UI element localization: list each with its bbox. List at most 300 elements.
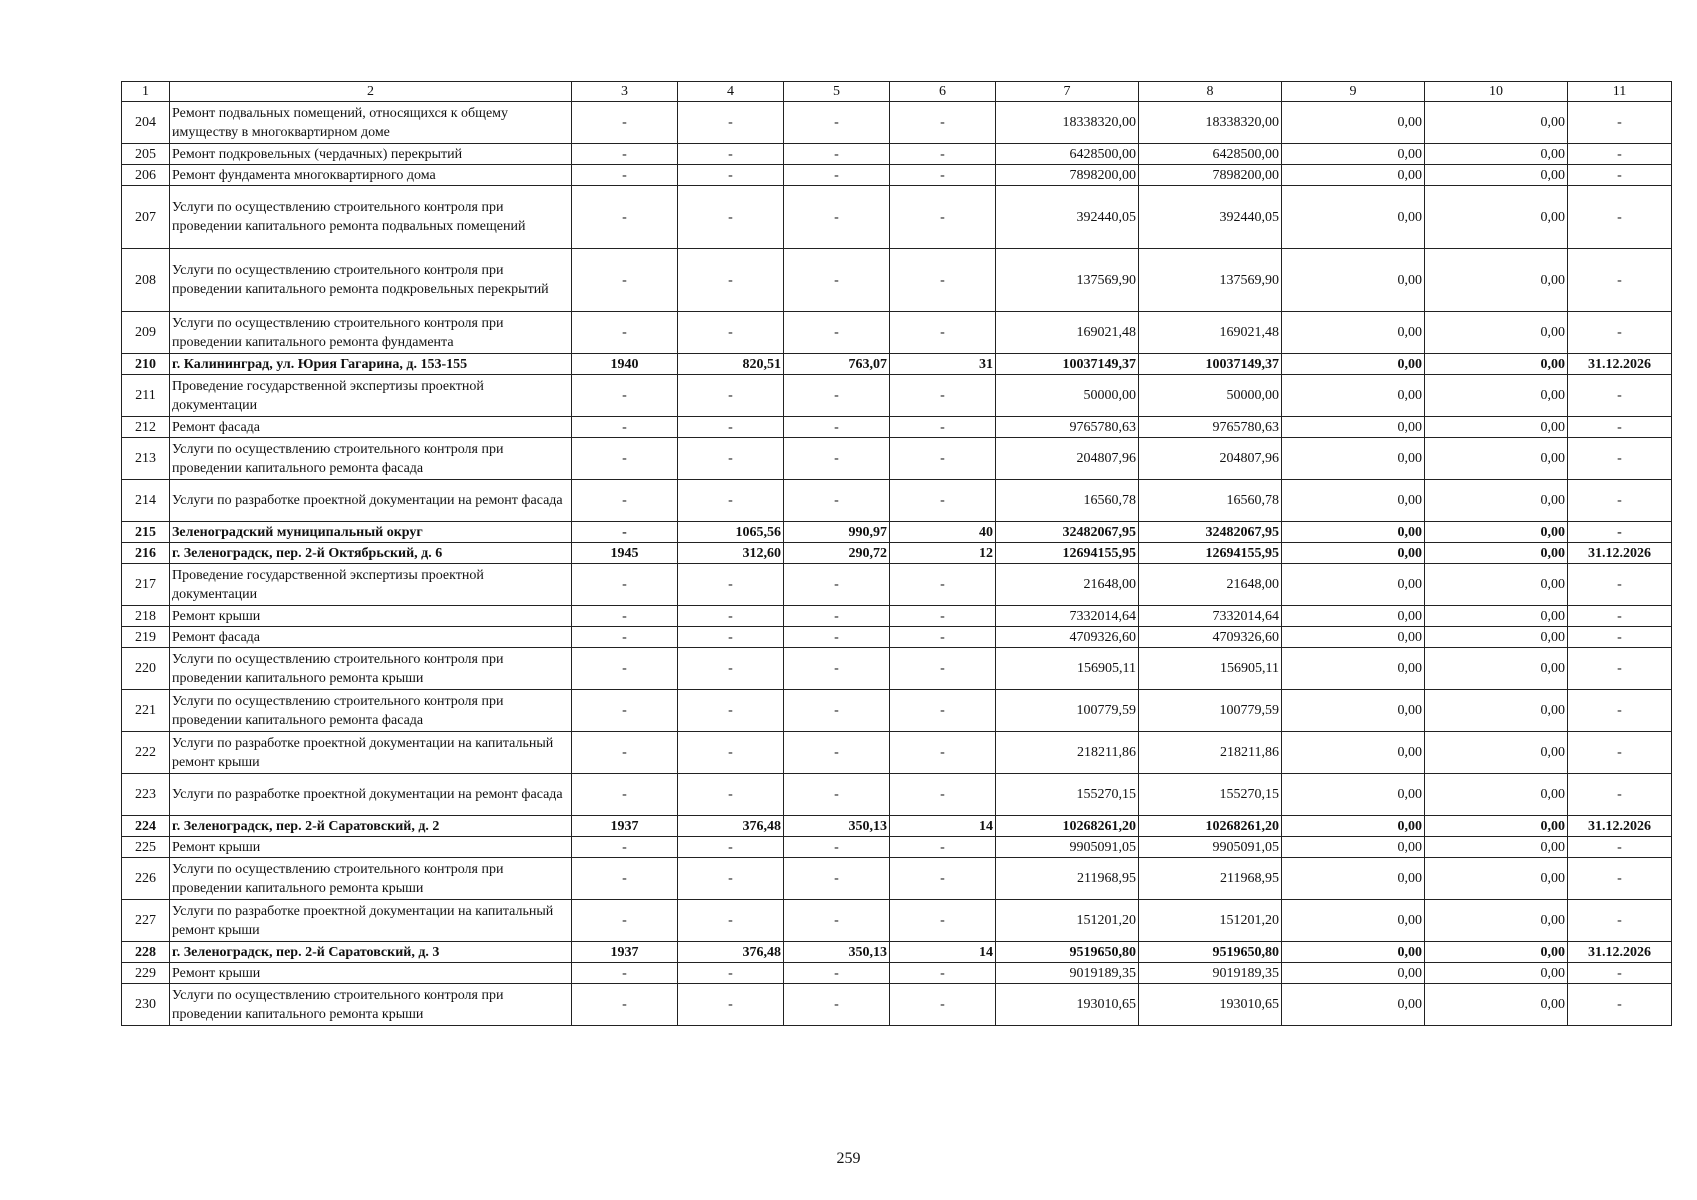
cell-c8: 169021,48 bbox=[1139, 312, 1282, 354]
cell-c7: 12694155,95 bbox=[996, 543, 1139, 564]
cell-n: 217 bbox=[122, 564, 170, 606]
cell-c6: - bbox=[890, 984, 996, 1026]
cell-c9: 0,00 bbox=[1282, 564, 1425, 606]
cell-c8: 193010,65 bbox=[1139, 984, 1282, 1026]
cell-c4: - bbox=[678, 144, 784, 165]
cell-c10: 0,00 bbox=[1425, 102, 1568, 144]
cell-c3: 1937 bbox=[572, 942, 678, 963]
cell-c6: - bbox=[890, 732, 996, 774]
cell-n: 223 bbox=[122, 774, 170, 816]
cell-c6: - bbox=[890, 900, 996, 942]
cell-c5: - bbox=[784, 480, 890, 522]
cell-c7: 100779,59 bbox=[996, 690, 1139, 732]
cell-c6: 40 bbox=[890, 522, 996, 543]
table-row bbox=[122, 648, 1672, 690]
cell-c11: - bbox=[1568, 438, 1672, 480]
table-row bbox=[122, 816, 1672, 837]
cell-c9: 0,00 bbox=[1282, 984, 1425, 1026]
cell-c4: - bbox=[678, 648, 784, 690]
cell-n: 224 bbox=[122, 816, 170, 837]
table-body bbox=[122, 102, 1672, 1026]
cell-c10: 0,00 bbox=[1425, 480, 1568, 522]
cell-c3: - bbox=[572, 690, 678, 732]
cell-c9: 0,00 bbox=[1282, 480, 1425, 522]
cell-c3: - bbox=[572, 963, 678, 984]
cell-c4: - bbox=[678, 186, 784, 249]
cell-c8: 204807,96 bbox=[1139, 438, 1282, 480]
cell-c11: - bbox=[1568, 837, 1672, 858]
cell-c6: - bbox=[890, 102, 996, 144]
cell-c11: - bbox=[1568, 480, 1672, 522]
cell-name: Проведение государственной экспертизы проектной документации bbox=[170, 375, 572, 417]
cell-c10: 0,00 bbox=[1425, 522, 1568, 543]
cell-c4: - bbox=[678, 774, 784, 816]
cell-c7: 7332014,64 bbox=[996, 606, 1139, 627]
cell-c3: - bbox=[572, 480, 678, 522]
cell-name: Услуги по осуществлению строительного контроля при проведении капитального ремонта фундамента bbox=[170, 312, 572, 354]
cell-c3: - bbox=[572, 375, 678, 417]
cell-c11: - bbox=[1568, 165, 1672, 186]
table-row bbox=[122, 165, 1672, 186]
cell-c5: - bbox=[784, 249, 890, 312]
cell-n: 220 bbox=[122, 648, 170, 690]
cell-c5: - bbox=[784, 648, 890, 690]
table-row bbox=[122, 942, 1672, 963]
cell-c10: 0,00 bbox=[1425, 417, 1568, 438]
cell-c9: 0,00 bbox=[1282, 375, 1425, 417]
cell-c3: - bbox=[572, 438, 678, 480]
cell-c5: 763,07 bbox=[784, 354, 890, 375]
cell-c9: 0,00 bbox=[1282, 606, 1425, 627]
cell-c3: 1937 bbox=[572, 816, 678, 837]
cell-c11: 31.12.2026 bbox=[1568, 816, 1672, 837]
cell-c5: - bbox=[784, 375, 890, 417]
cell-c11: 31.12.2026 bbox=[1568, 942, 1672, 963]
cell-n: 213 bbox=[122, 438, 170, 480]
cell-c9: 0,00 bbox=[1282, 900, 1425, 942]
table-row bbox=[122, 375, 1672, 417]
cell-c7: 7898200,00 bbox=[996, 165, 1139, 186]
cell-c7: 151201,20 bbox=[996, 900, 1139, 942]
cell-c11: - bbox=[1568, 522, 1672, 543]
cell-c3: - bbox=[572, 732, 678, 774]
cell-n: 227 bbox=[122, 900, 170, 942]
cell-c8: 155270,15 bbox=[1139, 774, 1282, 816]
header-cell-4: 4 bbox=[678, 82, 784, 102]
cell-c7: 10037149,37 bbox=[996, 354, 1139, 375]
cell-n: 214 bbox=[122, 480, 170, 522]
cell-c11: - bbox=[1568, 732, 1672, 774]
cell-n: 208 bbox=[122, 249, 170, 312]
cell-c7: 10268261,20 bbox=[996, 816, 1139, 837]
table-row bbox=[122, 354, 1672, 375]
cell-c4: - bbox=[678, 732, 784, 774]
cell-name: Ремонт крыши bbox=[170, 963, 572, 984]
cell-c6: - bbox=[890, 774, 996, 816]
cell-n: 210 bbox=[122, 354, 170, 375]
cell-c11: - bbox=[1568, 606, 1672, 627]
cell-c10: 0,00 bbox=[1425, 774, 1568, 816]
cell-name: Ремонт крыши bbox=[170, 606, 572, 627]
cell-c3: - bbox=[572, 858, 678, 900]
cell-c7: 21648,00 bbox=[996, 564, 1139, 606]
cell-name: г. Зеленоградск, пер. 2-й Октябрьский, д. 6 bbox=[170, 543, 572, 564]
cell-c3: - bbox=[572, 312, 678, 354]
cell-c9: 0,00 bbox=[1282, 732, 1425, 774]
cell-c7: 137569,90 bbox=[996, 249, 1139, 312]
cell-c8: 50000,00 bbox=[1139, 375, 1282, 417]
table-row bbox=[122, 900, 1672, 942]
cell-n: 230 bbox=[122, 984, 170, 1026]
cell-name: г. Калининград, ул. Юрия Гагарина, д. 153-155 bbox=[170, 354, 572, 375]
cell-c5: - bbox=[784, 690, 890, 732]
cell-c4: - bbox=[678, 837, 784, 858]
cell-c3: - bbox=[572, 837, 678, 858]
table-row bbox=[122, 543, 1672, 564]
table-row bbox=[122, 984, 1672, 1026]
cell-n: 215 bbox=[122, 522, 170, 543]
cell-c5: - bbox=[784, 144, 890, 165]
cell-c8: 156905,11 bbox=[1139, 648, 1282, 690]
cell-c7: 9905091,05 bbox=[996, 837, 1139, 858]
cell-c9: 0,00 bbox=[1282, 438, 1425, 480]
cell-c4: - bbox=[678, 858, 784, 900]
cell-c11: - bbox=[1568, 249, 1672, 312]
cell-c10: 0,00 bbox=[1425, 837, 1568, 858]
cell-c7: 16560,78 bbox=[996, 480, 1139, 522]
cell-c5: - bbox=[784, 102, 890, 144]
cell-c5: 350,13 bbox=[784, 942, 890, 963]
cell-c9: 0,00 bbox=[1282, 102, 1425, 144]
cell-c10: 0,00 bbox=[1425, 900, 1568, 942]
cell-n: 211 bbox=[122, 375, 170, 417]
cell-c6: - bbox=[890, 186, 996, 249]
cell-c10: 0,00 bbox=[1425, 984, 1568, 1026]
cell-c4: 376,48 bbox=[678, 816, 784, 837]
cell-c4: - bbox=[678, 438, 784, 480]
cell-c8: 10268261,20 bbox=[1139, 816, 1282, 837]
cell-c7: 193010,65 bbox=[996, 984, 1139, 1026]
cell-n: 218 bbox=[122, 606, 170, 627]
cell-c11: - bbox=[1568, 564, 1672, 606]
cell-c11: - bbox=[1568, 144, 1672, 165]
header-cell-2: 2 bbox=[170, 82, 572, 102]
cell-n: 221 bbox=[122, 690, 170, 732]
cell-c5: - bbox=[784, 627, 890, 648]
cell-c8: 21648,00 bbox=[1139, 564, 1282, 606]
cell-c7: 9765780,63 bbox=[996, 417, 1139, 438]
cell-c4: 312,60 bbox=[678, 543, 784, 564]
cell-name: Услуги по осуществлению строительного контроля при проведении капитального ремонта крыши bbox=[170, 648, 572, 690]
cell-name: Услуги по осуществлению строительного контроля при проведении капитального ремонта подкровельных перекрытий bbox=[170, 249, 572, 312]
cell-c4: 376,48 bbox=[678, 942, 784, 963]
cell-c8: 100779,59 bbox=[1139, 690, 1282, 732]
cell-c6: - bbox=[890, 858, 996, 900]
cell-c5: 350,13 bbox=[784, 816, 890, 837]
cell-name: Зеленоградский муниципальный округ bbox=[170, 522, 572, 543]
cell-n: 219 bbox=[122, 627, 170, 648]
cell-c6: - bbox=[890, 648, 996, 690]
cell-c6: - bbox=[890, 249, 996, 312]
cell-name: Услуги по осуществлению строительного контроля при проведении капитального ремонта фасада bbox=[170, 690, 572, 732]
cell-c4: - bbox=[678, 102, 784, 144]
cell-c9: 0,00 bbox=[1282, 858, 1425, 900]
cell-c4: - bbox=[678, 627, 784, 648]
cell-c11: - bbox=[1568, 627, 1672, 648]
cell-c3: - bbox=[572, 900, 678, 942]
cell-c8: 7898200,00 bbox=[1139, 165, 1282, 186]
header-cell-9: 9 bbox=[1282, 82, 1425, 102]
cell-c8: 9019189,35 bbox=[1139, 963, 1282, 984]
cell-name: Проведение государственной экспертизы проектной документации bbox=[170, 564, 572, 606]
cell-c8: 6428500,00 bbox=[1139, 144, 1282, 165]
cell-c11: - bbox=[1568, 648, 1672, 690]
cell-c7: 6428500,00 bbox=[996, 144, 1139, 165]
cell-c6: 31 bbox=[890, 354, 996, 375]
table-row bbox=[122, 606, 1672, 627]
cell-c8: 10037149,37 bbox=[1139, 354, 1282, 375]
cell-c5: - bbox=[784, 774, 890, 816]
cell-name: Ремонт фасада bbox=[170, 627, 572, 648]
cell-c3: - bbox=[572, 102, 678, 144]
cell-c4: - bbox=[678, 963, 784, 984]
cell-c8: 32482067,95 bbox=[1139, 522, 1282, 543]
cell-c5: - bbox=[784, 606, 890, 627]
cell-c10: 0,00 bbox=[1425, 816, 1568, 837]
cell-c6: - bbox=[890, 438, 996, 480]
cell-c8: 218211,86 bbox=[1139, 732, 1282, 774]
header-cell-6: 6 bbox=[890, 82, 996, 102]
header-cell-10: 10 bbox=[1425, 82, 1568, 102]
cell-c7: 9519650,80 bbox=[996, 942, 1139, 963]
cell-c7: 50000,00 bbox=[996, 375, 1139, 417]
cell-name: Ремонт подкровельных (чердачных) перекрытий bbox=[170, 144, 572, 165]
cell-c3: - bbox=[572, 417, 678, 438]
cell-n: 228 bbox=[122, 942, 170, 963]
header-cell-8: 8 bbox=[1139, 82, 1282, 102]
cell-c9: 0,00 bbox=[1282, 417, 1425, 438]
cell-c11: 31.12.2026 bbox=[1568, 543, 1672, 564]
cell-c7: 4709326,60 bbox=[996, 627, 1139, 648]
table-row bbox=[122, 312, 1672, 354]
cell-name: Ремонт фундамента многоквартирного дома bbox=[170, 165, 572, 186]
cell-c10: 0,00 bbox=[1425, 690, 1568, 732]
cell-c5: - bbox=[784, 312, 890, 354]
cell-c10: 0,00 bbox=[1425, 858, 1568, 900]
cell-c11: - bbox=[1568, 984, 1672, 1026]
cell-c7: 392440,05 bbox=[996, 186, 1139, 249]
cell-n: 207 bbox=[122, 186, 170, 249]
cell-name: г. Зеленоградск, пер. 2-й Саратовский, д. 2 bbox=[170, 816, 572, 837]
cell-c6: - bbox=[890, 480, 996, 522]
table-row bbox=[122, 102, 1672, 144]
cell-c4: 820,51 bbox=[678, 354, 784, 375]
cell-c8: 7332014,64 bbox=[1139, 606, 1282, 627]
cell-c5: - bbox=[784, 900, 890, 942]
cell-c5: - bbox=[784, 837, 890, 858]
table-row bbox=[122, 186, 1672, 249]
table-row bbox=[122, 522, 1672, 543]
cell-c10: 0,00 bbox=[1425, 144, 1568, 165]
cell-c10: 0,00 bbox=[1425, 606, 1568, 627]
header-cell-1: 1 bbox=[122, 82, 170, 102]
cell-name: Услуги по разработке проектной документации на капитальный ремонт крыши bbox=[170, 732, 572, 774]
cell-c3: - bbox=[572, 606, 678, 627]
cell-c7: 32482067,95 bbox=[996, 522, 1139, 543]
cell-c3: 1945 bbox=[572, 543, 678, 564]
cell-c7: 156905,11 bbox=[996, 648, 1139, 690]
cell-c8: 137569,90 bbox=[1139, 249, 1282, 312]
cell-c10: 0,00 bbox=[1425, 312, 1568, 354]
cell-name: Услуги по осуществлению строительного контроля при проведении капитального ремонта крыши bbox=[170, 984, 572, 1026]
cell-c10: 0,00 bbox=[1425, 249, 1568, 312]
cell-c11: - bbox=[1568, 186, 1672, 249]
cell-name: Услуги по разработке проектной документации на ремонт фасада bbox=[170, 774, 572, 816]
cell-name: Услуги по осуществлению строительного контроля при проведении капитального ремонта крыши bbox=[170, 858, 572, 900]
cell-c10: 0,00 bbox=[1425, 186, 1568, 249]
cell-c11: - bbox=[1568, 900, 1672, 942]
cell-c11: - bbox=[1568, 312, 1672, 354]
cell-c3: - bbox=[572, 648, 678, 690]
cell-c3: - bbox=[572, 774, 678, 816]
cell-c11: - bbox=[1568, 102, 1672, 144]
cell-c11: 31.12.2026 bbox=[1568, 354, 1672, 375]
cell-c4: 1065,56 bbox=[678, 522, 784, 543]
cell-c6: 12 bbox=[890, 543, 996, 564]
cell-c3: - bbox=[572, 564, 678, 606]
cell-c4: - bbox=[678, 690, 784, 732]
cell-c4: - bbox=[678, 900, 784, 942]
cell-c6: - bbox=[890, 417, 996, 438]
cell-c9: 0,00 bbox=[1282, 522, 1425, 543]
cell-name: Услуги по разработке проектной документации на капитальный ремонт крыши bbox=[170, 900, 572, 942]
table-row bbox=[122, 438, 1672, 480]
cell-c7: 204807,96 bbox=[996, 438, 1139, 480]
cell-c10: 0,00 bbox=[1425, 543, 1568, 564]
cell-c4: - bbox=[678, 375, 784, 417]
cell-c6: - bbox=[890, 837, 996, 858]
table-row bbox=[122, 627, 1672, 648]
cell-c8: 151201,20 bbox=[1139, 900, 1282, 942]
cell-c5: - bbox=[784, 165, 890, 186]
cell-name: Услуги по осуществлению строительного контроля при проведении капитального ремонта подвальных помещений bbox=[170, 186, 572, 249]
cell-c10: 0,00 bbox=[1425, 438, 1568, 480]
cell-c3: 1940 bbox=[572, 354, 678, 375]
cell-c5: 290,72 bbox=[784, 543, 890, 564]
cell-c4: - bbox=[678, 417, 784, 438]
cell-c8: 9519650,80 bbox=[1139, 942, 1282, 963]
cell-c6: - bbox=[890, 963, 996, 984]
table-row bbox=[122, 249, 1672, 312]
cell-c6: - bbox=[890, 375, 996, 417]
cell-c9: 0,00 bbox=[1282, 249, 1425, 312]
cell-c4: - bbox=[678, 984, 784, 1026]
cell-c10: 0,00 bbox=[1425, 564, 1568, 606]
cell-c9: 0,00 bbox=[1282, 543, 1425, 564]
cell-c6: - bbox=[890, 690, 996, 732]
cell-name: Ремонт подвальных помещений, относящихся к общему имуществу в многоквартирном доме bbox=[170, 102, 572, 144]
cell-n: 204 bbox=[122, 102, 170, 144]
cell-c6: - bbox=[890, 144, 996, 165]
cell-c7: 9019189,35 bbox=[996, 963, 1139, 984]
cell-c9: 0,00 bbox=[1282, 837, 1425, 858]
cell-c11: - bbox=[1568, 963, 1672, 984]
cell-c6: 14 bbox=[890, 816, 996, 837]
cell-c9: 0,00 bbox=[1282, 354, 1425, 375]
cell-c9: 0,00 bbox=[1282, 627, 1425, 648]
cell-c6: - bbox=[890, 564, 996, 606]
cell-n: 209 bbox=[122, 312, 170, 354]
cell-c5: - bbox=[784, 732, 890, 774]
cell-c5: - bbox=[784, 417, 890, 438]
cell-c8: 4709326,60 bbox=[1139, 627, 1282, 648]
cell-c9: 0,00 bbox=[1282, 690, 1425, 732]
cell-c4: - bbox=[678, 606, 784, 627]
cell-c7: 218211,86 bbox=[996, 732, 1139, 774]
header-row bbox=[122, 82, 1672, 102]
cell-c4: - bbox=[678, 165, 784, 186]
cell-c10: 0,00 bbox=[1425, 375, 1568, 417]
cell-c4: - bbox=[678, 312, 784, 354]
cell-c5: - bbox=[784, 186, 890, 249]
cell-c3: - bbox=[572, 627, 678, 648]
cell-name: Услуги по разработке проектной документации на ремонт фасада bbox=[170, 480, 572, 522]
table-row bbox=[122, 564, 1672, 606]
cell-n: 205 bbox=[122, 144, 170, 165]
cell-c3: - bbox=[572, 249, 678, 312]
cell-n: 216 bbox=[122, 543, 170, 564]
table-row bbox=[122, 144, 1672, 165]
cell-c7: 155270,15 bbox=[996, 774, 1139, 816]
cell-n: 206 bbox=[122, 165, 170, 186]
header-cell-3: 3 bbox=[572, 82, 678, 102]
cell-name: г. Зеленоградск, пер. 2-й Саратовский, д. 3 bbox=[170, 942, 572, 963]
table-row bbox=[122, 417, 1672, 438]
cell-c9: 0,00 bbox=[1282, 816, 1425, 837]
cell-c6: - bbox=[890, 606, 996, 627]
cell-n: 225 bbox=[122, 837, 170, 858]
header-cell-7: 7 bbox=[996, 82, 1139, 102]
cell-name: Услуги по осуществлению строительного контроля при проведении капитального ремонта фасада bbox=[170, 438, 572, 480]
cell-c7: 211968,95 bbox=[996, 858, 1139, 900]
cell-n: 226 bbox=[122, 858, 170, 900]
cell-c8: 9765780,63 bbox=[1139, 417, 1282, 438]
cell-c5: - bbox=[784, 858, 890, 900]
cell-c10: 0,00 bbox=[1425, 648, 1568, 690]
header-cell-5: 5 bbox=[784, 82, 890, 102]
cell-c5: - bbox=[784, 564, 890, 606]
cell-c8: 16560,78 bbox=[1139, 480, 1282, 522]
cell-c10: 0,00 bbox=[1425, 963, 1568, 984]
cell-name: Ремонт крыши bbox=[170, 837, 572, 858]
cell-c9: 0,00 bbox=[1282, 942, 1425, 963]
table-row bbox=[122, 774, 1672, 816]
cell-c5: - bbox=[784, 438, 890, 480]
cell-c9: 0,00 bbox=[1282, 963, 1425, 984]
cell-n: 222 bbox=[122, 732, 170, 774]
cell-c10: 0,00 bbox=[1425, 627, 1568, 648]
cell-c5: - bbox=[784, 984, 890, 1026]
table-row bbox=[122, 858, 1672, 900]
cell-c5: 990,97 bbox=[784, 522, 890, 543]
header-cell-11: 11 bbox=[1568, 82, 1672, 102]
cell-c11: - bbox=[1568, 417, 1672, 438]
cell-c9: 0,00 bbox=[1282, 312, 1425, 354]
cell-c3: - bbox=[572, 144, 678, 165]
cell-c6: - bbox=[890, 165, 996, 186]
cell-n: 229 bbox=[122, 963, 170, 984]
cell-c9: 0,00 bbox=[1282, 648, 1425, 690]
